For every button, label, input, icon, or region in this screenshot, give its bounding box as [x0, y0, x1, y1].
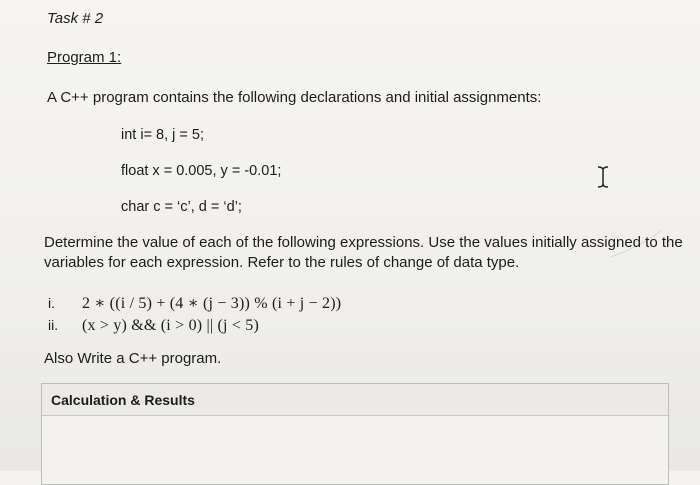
intro-text: A C++ program contains the following declarations and initial assignments: [47, 89, 542, 106]
text-cursor-icon [596, 166, 610, 188]
declaration-int: int i= 8, j = 5; [121, 127, 205, 143]
results-box [41, 383, 669, 485]
also-write-text: Also Write a C++ program. [44, 350, 222, 367]
results-header: Calculation & Results [42, 384, 668, 416]
expression-text: 2 ∗ ((i / 5) + (4 ∗ (j − 3)) % (i + j − 2)) [82, 295, 342, 312]
expression-number: i. [48, 295, 55, 311]
expression-text: (x > y) && (i > 0) || (j < 5) [82, 317, 260, 334]
results-answer-area[interactable] [42, 416, 668, 476]
task-title: Task # 2 [47, 10, 104, 27]
expression-item [48, 293, 341, 313]
declaration-char: char c = ‘c’, d = ‘d’; [121, 199, 242, 215]
expression-item [48, 317, 259, 335]
expression-number: ii. [48, 317, 59, 333]
declaration-float: float x = 0.005, y = -0.01; [121, 163, 282, 179]
program-heading: Program 1: [47, 49, 122, 66]
instructions-text: Determine the value of each of the following expressions. Use the values initially assigned to the variables for each expression. Refer to the rules of change of data type. [44, 234, 683, 271]
